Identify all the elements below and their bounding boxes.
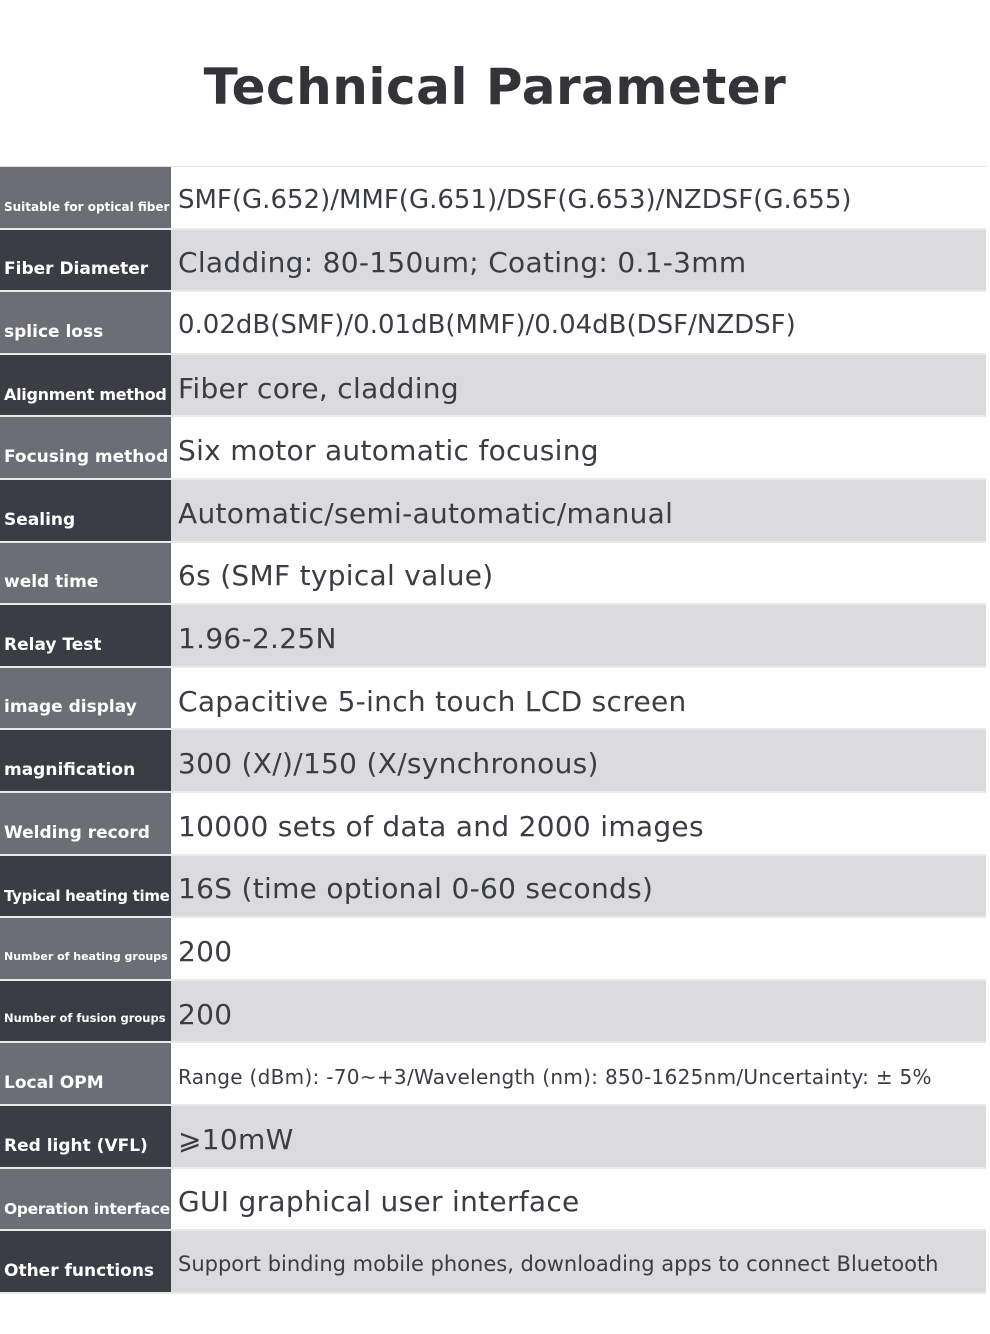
row-label: Local OPM bbox=[0, 1043, 171, 1104]
table-row bbox=[0, 981, 986, 1044]
row-label: Number of fusion groups bbox=[0, 981, 171, 1042]
row-value: 0.02dB(SMF)/0.01dB(MMF)/0.04dB(DSF/NZDSF) bbox=[171, 292, 986, 353]
row-value: Six motor automatic focusing bbox=[171, 417, 986, 478]
table-row bbox=[0, 730, 986, 793]
row-value: Capacitive 5-inch touch LCD screen bbox=[171, 668, 986, 729]
row-value: SMF(G.652)/MMF(G.651)/DSF(G.653)/NZDSF(G.655) bbox=[171, 167, 986, 228]
row-value: GUI graphical user interface bbox=[171, 1169, 986, 1230]
table-row bbox=[0, 1231, 986, 1294]
row-label: Operation interface bbox=[0, 1169, 171, 1230]
table-row bbox=[0, 167, 986, 230]
row-value: Support binding mobile phones, downloading apps to connect Bluetooth bbox=[171, 1231, 986, 1292]
row-value: 200 bbox=[171, 918, 986, 979]
row-label: Fiber Diameter bbox=[0, 230, 171, 291]
table-row bbox=[0, 355, 986, 418]
row-label: Suitable for optical fiber bbox=[0, 167, 171, 228]
table-row bbox=[0, 668, 986, 731]
row-label: Other functions bbox=[0, 1231, 171, 1292]
row-label: Alignment method bbox=[0, 355, 171, 416]
table-row bbox=[0, 230, 986, 293]
row-value: 300 (X/)/150 (X/synchronous) bbox=[171, 730, 986, 791]
table-row bbox=[0, 417, 986, 480]
table-row bbox=[0, 1043, 986, 1106]
row-label: Focusing method bbox=[0, 417, 171, 478]
row-value: Cladding: 80-150um; Coating: 0.1-3mm bbox=[171, 230, 986, 291]
row-label: Welding record bbox=[0, 793, 171, 854]
table-row bbox=[0, 793, 986, 856]
page-title: Technical Parameter bbox=[203, 58, 787, 116]
row-label: splice loss bbox=[0, 292, 171, 353]
parameter-table bbox=[0, 166, 986, 1294]
row-value: ⩾10mW bbox=[171, 1106, 986, 1167]
row-label: Typical heating time bbox=[0, 856, 171, 917]
row-label: weld time bbox=[0, 543, 171, 604]
row-label: Sealing bbox=[0, 480, 171, 541]
row-value: 10000 sets of data and 2000 images bbox=[171, 793, 986, 854]
row-value: 16S (time optional 0-60 seconds) bbox=[171, 856, 986, 917]
table-row bbox=[0, 856, 986, 919]
row-value: 1.96-2.25N bbox=[171, 605, 986, 666]
row-label: Relay Test bbox=[0, 605, 171, 666]
table-row bbox=[0, 292, 986, 355]
row-value: 6s (SMF typical value) bbox=[171, 543, 986, 604]
row-label: Red light (VFL) bbox=[0, 1106, 171, 1167]
row-value: Fiber core, cladding bbox=[171, 355, 986, 416]
row-label: Number of heating groups bbox=[0, 918, 171, 979]
table-row bbox=[0, 543, 986, 606]
row-value: 200 bbox=[171, 981, 986, 1042]
row-label: image display bbox=[0, 668, 171, 729]
table-row bbox=[0, 1169, 986, 1232]
table-row bbox=[0, 605, 986, 668]
table-row bbox=[0, 480, 986, 543]
row-value: Range (dBm): -70~+3/Wavelength (nm): 850-1625nm/Uncertainty: ± 5% bbox=[171, 1043, 986, 1104]
row-value: Automatic/semi-automatic/manual bbox=[171, 480, 986, 541]
row-label: magnification bbox=[0, 730, 171, 791]
table-row bbox=[0, 918, 986, 981]
table-row bbox=[0, 1106, 986, 1169]
